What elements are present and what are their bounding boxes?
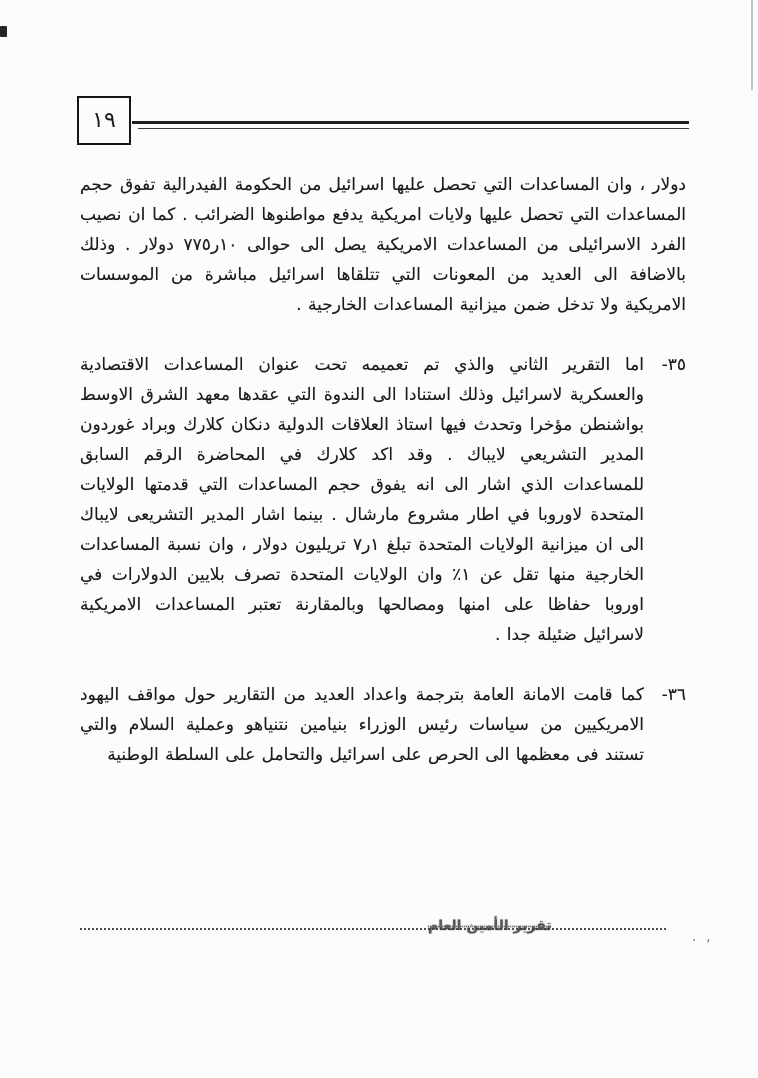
footer-edge-mark: . , (692, 930, 714, 945)
footer-dotted-rule (80, 928, 666, 930)
header-rule-top (132, 121, 689, 124)
paragraph-text: اما التقرير الثاني والذي تم تعميمه تحت عنوان المساعدات الاقتصادية والعسكرية لاسرائيل وذلك استنادا الى الندوة التي عقدها معهد الشرق الاوسط بواشنطن مؤخرا وتحدث فيها استاذ العلاقات الدولية دنكان كلارك وبراد غوردون المدير التشريعي لايباك . وقد اكد كلارك في المحاضرة الرقم السابق للمساعدات الذي اشار الى انه يفوق حجم المساعدات التي قدمتها الولايات المتحدة لاوروبا في اطار مشروع مارشال . بينما اشار المدير التشريعى لايباك الى ان ميزانية الولايات المتحدة تبلغ ١ر٧ تريليون دولار ، وان نسبة المساعدات الخارجية منها تقل عن ١٪ وان الولايات المتحدة تصرف بلايين الدولارات في اوروبا حفاظا على امنها ومصالحها وبالمقارنة تعتبر المساعدات الامريكية لاسرائيل ضئيلة جدا . (80, 355, 644, 645)
page-footer (80, 916, 720, 952)
scan-artifact (0, 26, 7, 37)
paragraph-text: كما قامت الامانة العامة بترجمة واعداد العديد من التقارير حول مواقف اليهود الامريكيين من سياسات رئيس الوزراء بنيامين نتنياهو وعملية السلام والتي تستند فى معظمها الى الحرص على اسرائيل والتحامل على السلطة الوطنية (80, 685, 644, 765)
page-number: ١٩ (92, 108, 116, 133)
paragraph-continuation (80, 170, 686, 320)
document-body (80, 170, 686, 800)
paragraph-text: دولار ، وان المساعدات التي تحصل عليها اسرائيل من الحكومة الفيدرالية تفوق حجم المساعدات التي تحصل عليها ولايات امريكية يدفع مواطنوها الضرائب . كما ان نصيب الفرد الاسرائيلى من المساعدات الامريكية يصل الى حوالى ١٠ر٧٧٥ دولار . وذلك بالاضافة الى العديد من المعونات التي تتلقاها اسرائيل مباشرة من الموسسات الامريكية ولا تدخل ضمن ميزانية المساعدات الخارجية . (80, 175, 686, 315)
item-marker-36: ٣٦- (661, 685, 686, 705)
paragraph-item-36 (80, 680, 686, 770)
footer-stamp-text: تقرير الأمين العام (428, 918, 552, 934)
paragraph-item-35 (80, 350, 686, 650)
page-number-box (77, 96, 131, 145)
header-rule-bottom (138, 128, 689, 129)
item-marker-35: ٣٥- (661, 355, 686, 375)
scan-artifact (751, 0, 753, 90)
